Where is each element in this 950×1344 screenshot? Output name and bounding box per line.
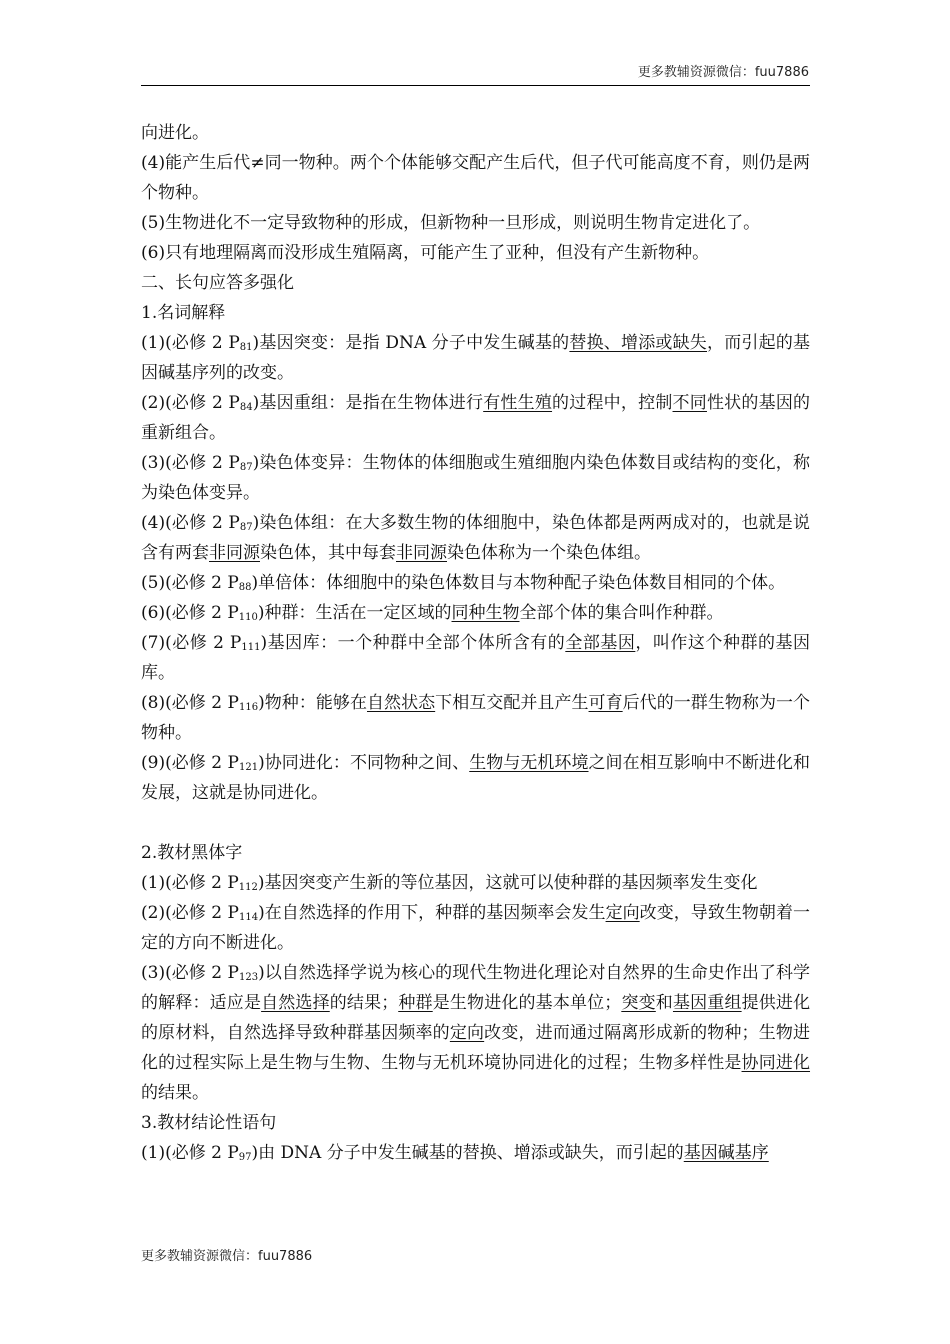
definition-item: (3)(必修 2 $P_{87}$)染色体变异：生物体的体细胞或生殖细胞内染色体数目或结构的变化，称为染色体变异。 [141, 453, 810, 503]
definition-item: (2)(必修 2 $P_{84}$)基因重组：是指在生物体进行有性生殖的过程中，控制不同性状的基因的重新组合。 [141, 393, 811, 443]
page-footer: 更多教辅资源微信：fuu7886 [141, 1249, 313, 1264]
subsection-heading: 2.教材黑体字 [141, 843, 243, 863]
conclusion-item: (1)(必修 2 $P_{97}$)由 DNA 分子中发生碱基的替换、增添或缺失，而引起的基因碱基序 [141, 1143, 769, 1163]
definition-item: (5)(必修 2 $P_{88}$)单倍体：体细胞中的染色体数目与本物种配子染色体数目相同的个体。 [141, 573, 786, 593]
bold-text-item: (2)(必修 2 $P_{114}$)在自然选择的作用下，种群的基因频率会发生定向改变，导致生物朝着一定的方向不断进化。 [141, 903, 811, 953]
definition-item: (4)(必修 2 $P_{87}$)染色体组：在大多数生物的体细胞中，染色体都是两两成对的，也就是说含有两套非同源染色体，其中每套非同源染色体称为一个染色体组。 [141, 513, 810, 563]
spacer [141, 808, 810, 838]
page-header: 更多教辅资源微信：fuu7886 [637, 65, 809, 80]
paragraph: (4)能产生后代≠同一物种。两个个体能够交配产生后代，但子代可能高度不育，则仍是两个物种。 [141, 153, 810, 203]
definition-item: (9)(必修 2 $P_{121}$)协同进化：不同物种之间、生物与无机环境之间在相互影响中不断进化和发展，这就是协同进化。 [141, 753, 810, 803]
document-body [141, 118, 810, 1168]
definition-item: (7)(必修 2 $P_{111}$)基因库：一个种群中全部个体所含有的全部基因，叫作这个种群的基因库。 [141, 633, 810, 683]
definition-item: (6)(必修 2 $P_{110}$)种群：生活在一定区域的同种生物全部个体的集合叫作种群。 [141, 603, 724, 623]
subsection-heading: 3.教材结论性语句 [141, 1113, 277, 1133]
paragraph: 向进化。 [141, 123, 209, 143]
paragraph: (6)只有地理隔离而没形成生殖隔离，可能产生了亚种，但没有产生新物种。 [141, 243, 710, 263]
subsection-heading: 1.名词解释 [141, 303, 226, 323]
section-heading: 二、长句应答多强化 [141, 273, 294, 293]
bold-text-item: (1)(必修 2 $P_{112}$)基因突变产生新的等位基因，这就可以使种群的基因频率发生变化 [141, 873, 758, 893]
bold-text-item: (3)(必修 2 $P_{123}$)以自然选择学说为核心的现代生物进化理论对自然界的生命史作出了科学的解释：适应是自然选择的结果；种群是生物进化的基本单位；突变和基因重组提供进化的原材料，自然选择导致种群基因频率的定向改变，进而通过隔离形成新的物种；生物进化的过程实际上是生物与生物、生物与无机环境协同进化的过程；生物多样性是协同进化的结果。 [141, 963, 811, 1103]
header-divider [141, 85, 810, 86]
definition-item: (1)(必修 2 $P_{81}$)基因突变：是指 DNA 分子中发生碱基的替换、增添或缺失，而引起的基因碱基序列的改变。 [141, 333, 811, 383]
definition-item: (8)(必修 2 $P_{116}$)物种：能够在自然状态下相互交配并且产生可育后代的一群生物称为一个物种。 [141, 693, 811, 743]
paragraph: (5)生物进化不一定导致物种的形成，但新物种一旦形成，则说明生物肯定进化了。 [141, 213, 761, 233]
